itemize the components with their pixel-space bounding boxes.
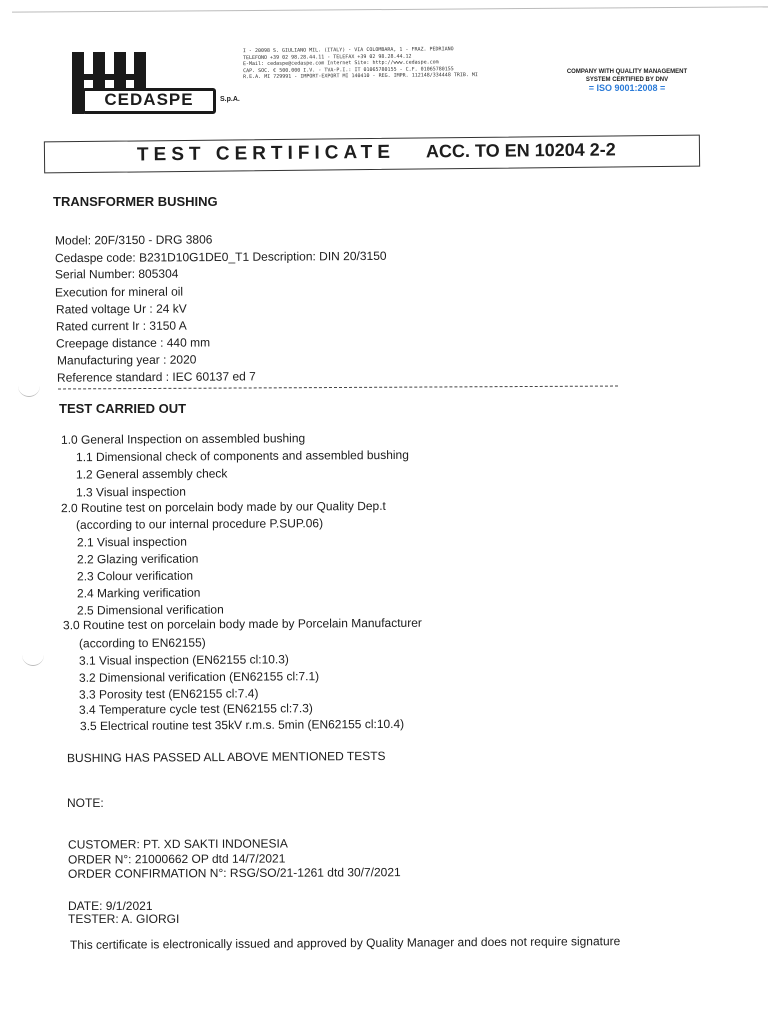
product-line: Rated current Ir : 3150 A — [55, 318, 187, 334]
quality-certification — [552, 68, 702, 92]
quality-line: COMPANY WITH QUALITY MANAGEMENT — [566, 69, 688, 75]
note-label: NOTE: — [67, 796, 104, 810]
tester-line: TESTER: A. GIORGI — [68, 912, 180, 926]
customer-line: CUSTOMER: PT. XD SAKTI INDONESIA — [67, 836, 288, 852]
test-item: 2.4 Marking verification — [76, 585, 201, 601]
test-item: 3.5 Electrical routine test 35kV r.m.s. 5min (EN62155 cl:10.4) — [79, 716, 405, 734]
scan-edge-line — [12, 6, 768, 12]
test-item: 3.1 Visual inspection (EN62155 cl:10.3) — [78, 652, 289, 668]
test-item: 3.3 Porosity test (EN62155 cl:7.4) — [78, 686, 259, 702]
test-item: 2.5 Dimensional verification — [76, 602, 224, 618]
test-item: 2.3 Colour verification — [76, 568, 194, 584]
address-line: E-Mail: cedaspe@cedaspe.com Internet Site: http://www.cedaspe.com — [242, 59, 439, 68]
title-main: TEST CERTIFICATE — [136, 141, 396, 166]
test-result: BUSHING HAS PASSED ALL ABOVE MENTIONED TESTS — [66, 748, 386, 766]
order-confirmation-line: ORDER CONFIRMATION N°: RSG/SO/21-1261 dtd 30/7/2021 — [67, 865, 401, 881]
product-line: Creepage distance : 440 mm — [55, 335, 211, 351]
product-line: Rated voltage Ur : 24 kV — [55, 301, 187, 317]
product-line: Manufacturing year : 2020 — [56, 352, 197, 368]
order-number-line: ORDER N°: 21000662 OP dtd 14/7/2021 — [67, 851, 286, 867]
test-item: 2.2 Glazing verification — [76, 551, 199, 567]
product-heading: TRANSFORMER BUSHING — [53, 194, 218, 209]
punch-hole-mark — [22, 655, 44, 666]
test-item: 2.1 Visual inspection — [76, 534, 187, 550]
cedaspe-logo — [72, 52, 242, 118]
test-item: 1.0 General Inspection on assembled bushing — [60, 431, 306, 447]
product-line: Model: 20F/3150 - DRG 3806 — [54, 232, 213, 248]
test-item: 3.0 Routine test on porcelain body made by Porcelain Manufacturer — [62, 615, 422, 633]
quality-line: SYSTEM CERTIFIED BY DNV — [585, 77, 669, 83]
address-line: I - 20098 S. GIULIANO MIL. (ITALY) - VIA COLOMBARA, 1 - FRAZ. PEDRIANO — [242, 46, 454, 55]
address-line: R.E.A. MI 729991 - IMPORT-EXPORT MI 140410 - REG. IMPR. 112148/334448 TRIB. MI — [243, 72, 478, 81]
product-line: Execution for mineral oil — [54, 284, 184, 300]
logo-text: CEDASPE — [104, 90, 194, 109]
logo-suffix: S.p.A. — [220, 96, 240, 103]
date-line: DATE: 9/1/2021 — [68, 899, 153, 913]
title-standard: ACC. TO EN 10204 2-2 — [425, 139, 616, 162]
dashed-divider — [58, 386, 618, 390]
address-line: CAP. SOC. € 500.000 I.V. - TVA-P.I.: IT 01065780155 - C.F. 01065780155 — [243, 65, 454, 74]
iso-badge: = ISO 9001:2008 = — [588, 83, 666, 93]
product-line: Reference standard : IEC 60137 ed 7 — [56, 369, 256, 385]
punch-hole-mark — [18, 386, 40, 397]
test-item: 3.2 Dimensional verification (EN62155 cl:7.1) — [78, 669, 320, 685]
test-item: 1.3 Visual inspection — [75, 484, 186, 500]
test-item: (according to our internal procedure P.SUP.06) — [75, 516, 324, 532]
test-item: 1.1 Dimensional check of components and assembled bushing — [75, 447, 409, 465]
test-item: (according to EN62155) — [78, 635, 206, 651]
test-item: 1.2 General assembly check — [75, 466, 228, 482]
test-item: 2.0 Routine test on porcelain body made by our Quality Dep.t — [60, 498, 386, 516]
tests-heading: TEST CARRIED OUT — [59, 401, 187, 416]
company-address — [243, 46, 493, 81]
product-line: Cedaspe code: B231D10G1DE0_T1 Description: DIN 20/3150 — [54, 248, 387, 266]
address-line: TELEFONO +39 02 98.28.44.11 - TELEFAX +39 02 98.28.44.12 — [242, 53, 412, 61]
product-line: Serial Number: 805304 — [54, 266, 179, 282]
footer-statement: This certificate is electronically issued and approved by Quality Manager and does not require signature — [69, 934, 621, 952]
certificate-title — [44, 135, 700, 174]
test-item: 3.4 Temperature cycle test (EN62155 cl:7.3) — [78, 701, 313, 717]
